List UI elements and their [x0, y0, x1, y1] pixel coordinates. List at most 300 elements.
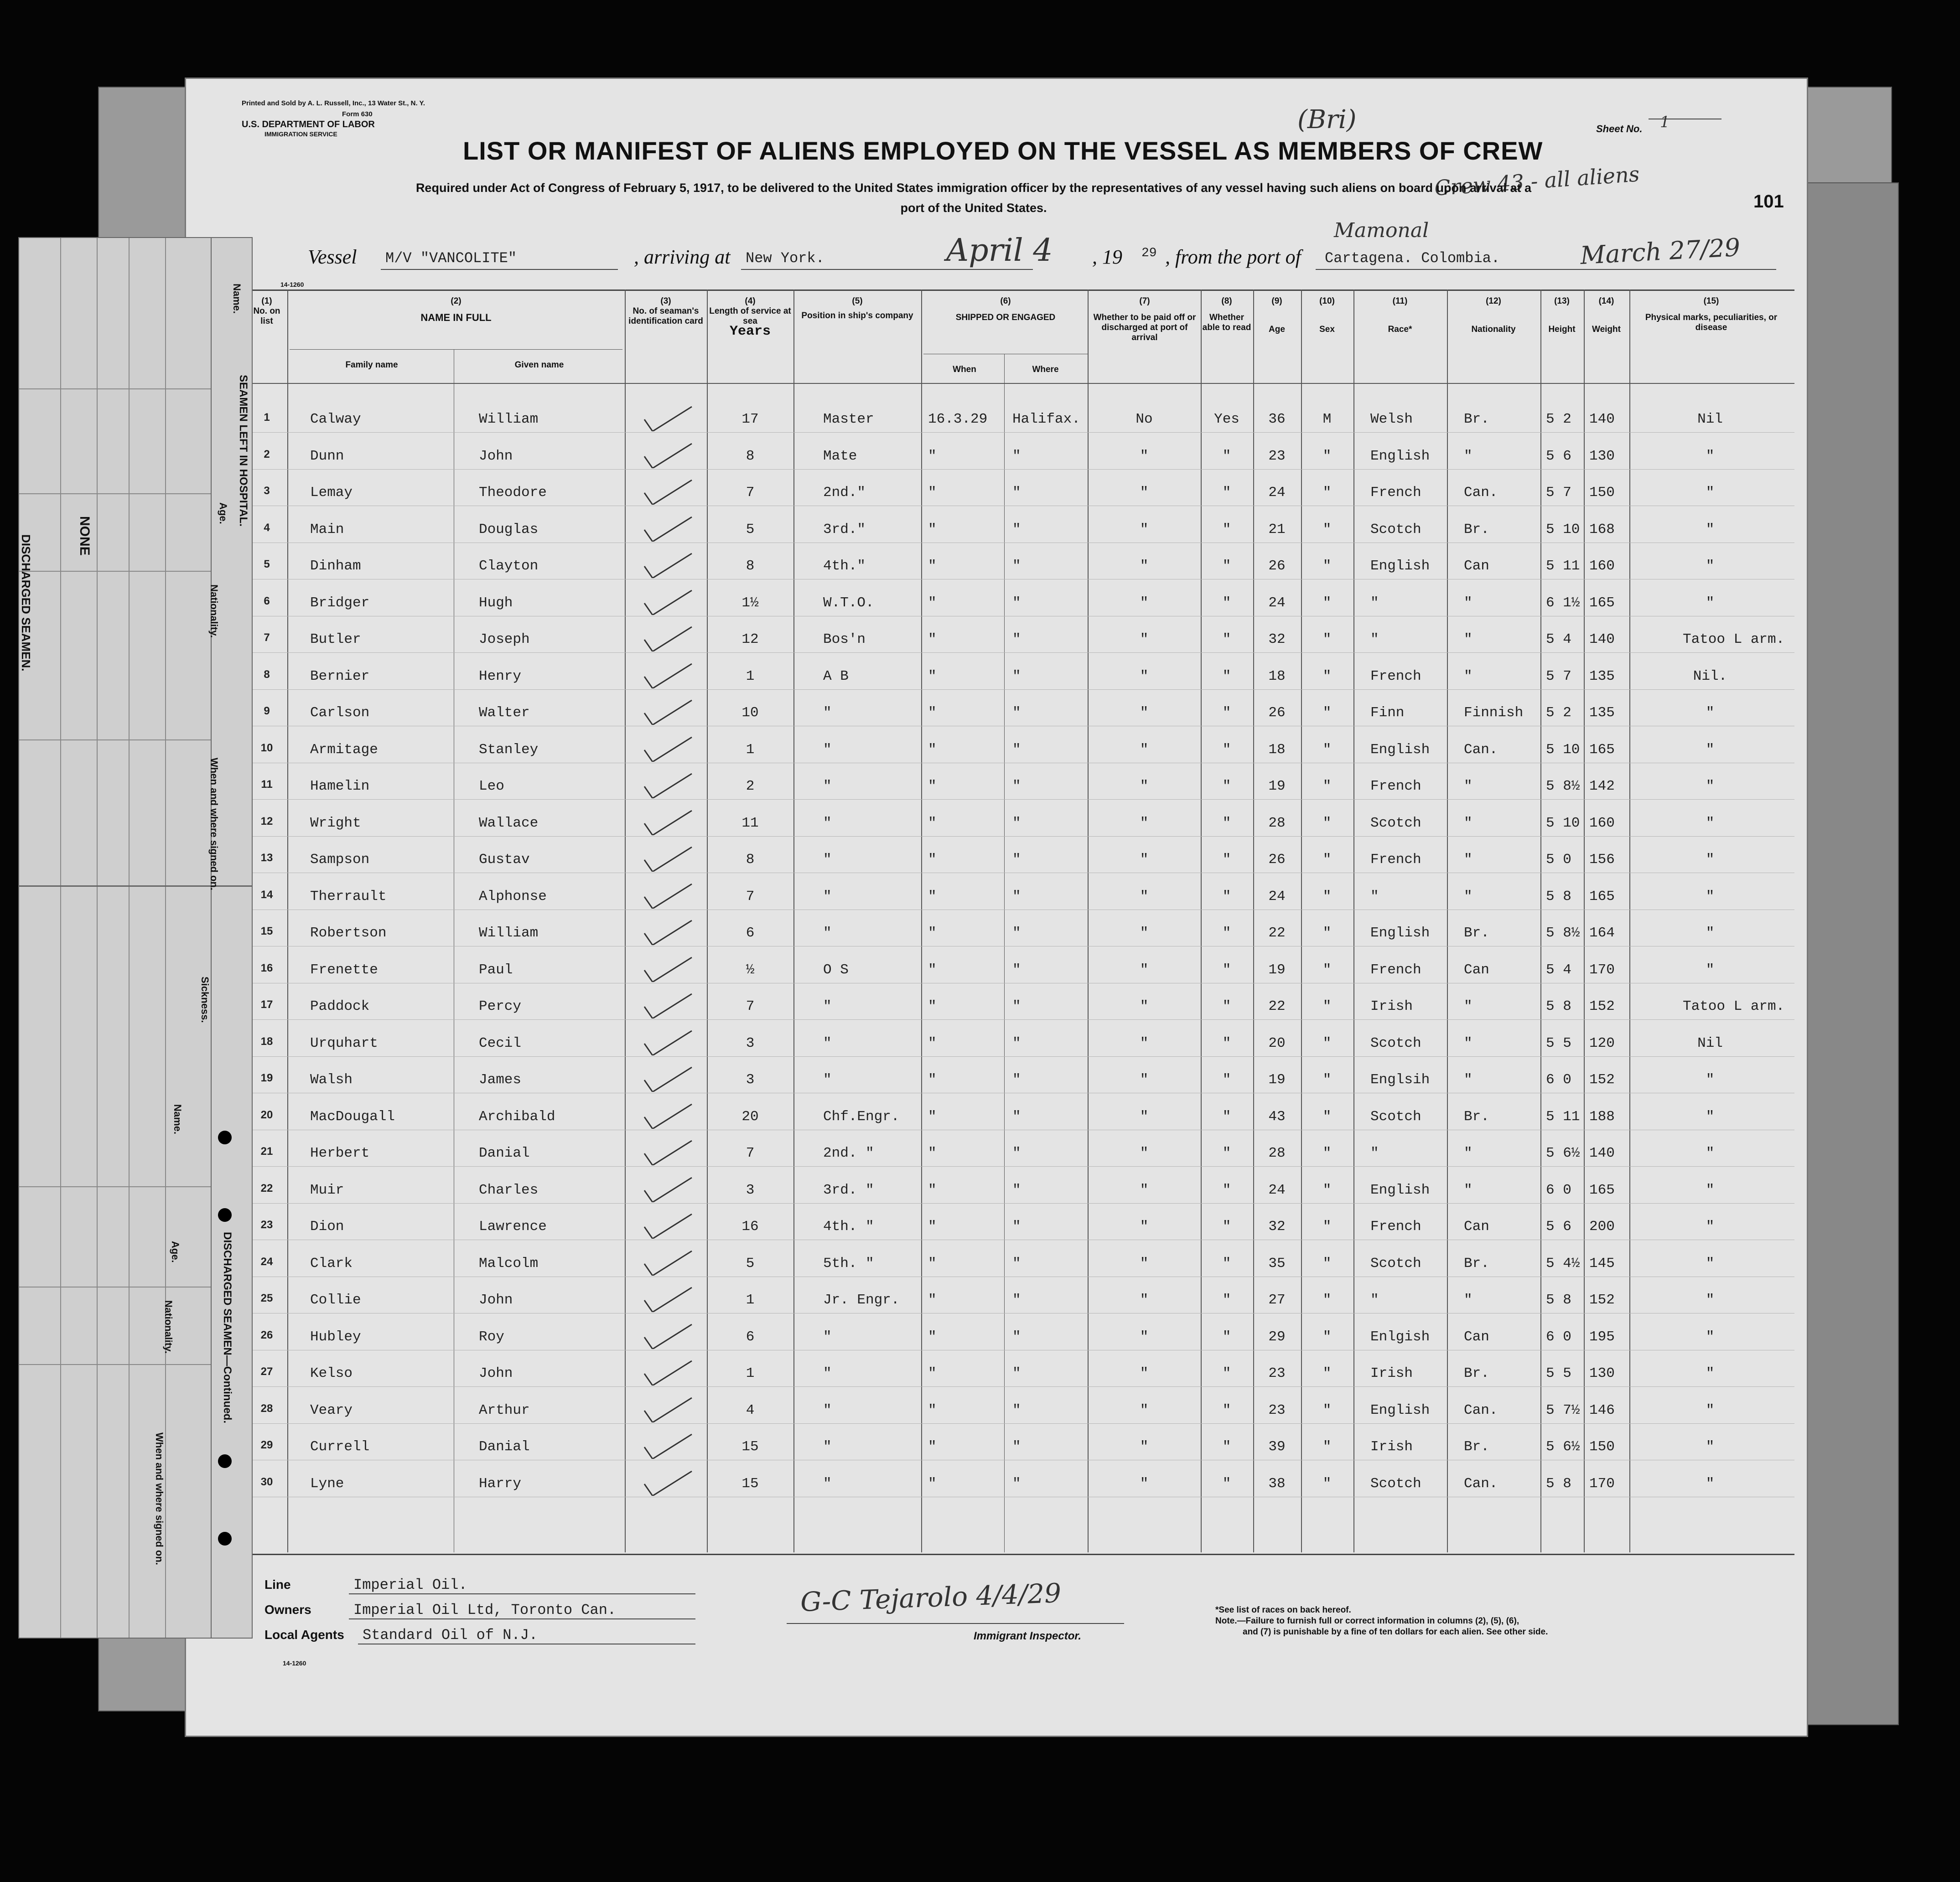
age: 27 [1268, 1292, 1286, 1308]
years-at-sea: 17 [741, 411, 759, 427]
position: " [823, 1035, 832, 1051]
paid-off: " [1140, 521, 1149, 538]
years-at-sea: ½ [746, 962, 755, 978]
shipped-when: 16.3.29 [928, 411, 988, 427]
weight: 165 [1589, 741, 1615, 758]
years-at-sea: 7 [746, 998, 755, 1014]
row-number: 16 [260, 962, 273, 974]
age: 23 [1268, 448, 1286, 464]
weight: 142 [1589, 778, 1615, 794]
able-to-read: " [1222, 1145, 1231, 1161]
col-13-header: (13) Height [1548, 296, 1576, 334]
col-12-header: (12) Nationality [1471, 296, 1516, 334]
position: A B [823, 668, 849, 684]
shipped-where: " [1012, 888, 1021, 905]
check-mark-icon [641, 844, 695, 872]
race: " [1370, 1292, 1379, 1308]
row-number: 2 [264, 448, 270, 460]
able-to-read: " [1222, 631, 1231, 647]
race: Scotch [1370, 1255, 1421, 1272]
sex: " [1322, 705, 1332, 721]
years-at-sea: 3 [746, 1182, 755, 1198]
family-name: Collie [310, 1292, 361, 1308]
sex: " [1322, 1329, 1332, 1345]
physical-marks: " [1706, 888, 1715, 905]
height: 5 11 [1546, 1108, 1580, 1125]
arriving-label: , arriving at [634, 246, 731, 268]
given-name: Lawrence [479, 1219, 547, 1235]
years-at-sea: 3 [746, 1072, 755, 1088]
shipped-where: " [1012, 631, 1021, 647]
sex: " [1322, 595, 1332, 611]
family-name: Dion [310, 1219, 344, 1235]
able-to-read: " [1222, 998, 1231, 1014]
position: W.T.O. [823, 595, 874, 611]
check-mark-icon [641, 1322, 695, 1349]
position: " [823, 925, 832, 941]
age: 21 [1268, 521, 1286, 538]
height: 5 10 [1546, 741, 1580, 758]
years-at-sea: 1 [746, 741, 755, 758]
family-name: Bridger [310, 595, 370, 611]
check-mark-icon [641, 955, 695, 982]
paid-off: " [1140, 1439, 1149, 1455]
height: 5 11 [1546, 558, 1580, 574]
physical-marks: " [1706, 1108, 1715, 1125]
check-mark-icon [641, 1175, 695, 1202]
height: 6 1½ [1546, 595, 1580, 611]
family-name: Wright [310, 815, 361, 831]
given-name: James [479, 1072, 522, 1088]
weight: 140 [1589, 1145, 1615, 1161]
discharged-cont-heading: DISCHARGED SEAMEN—Continued. [221, 1232, 233, 1423]
race: Finn [1370, 705, 1405, 721]
shipped-where: " [1012, 778, 1021, 794]
height: 5 6 [1546, 448, 1571, 464]
race: Welsh [1370, 411, 1413, 427]
height: 5 6½ [1546, 1145, 1580, 1161]
check-mark-icon [641, 1468, 695, 1496]
title-annotation: (Bri) [1297, 105, 1357, 134]
paid-off: " [1140, 485, 1149, 501]
row-number: 4 [264, 521, 270, 534]
check-mark-icon [641, 404, 695, 431]
nationality: " [1464, 852, 1473, 868]
weight: 146 [1589, 1402, 1615, 1418]
check-mark-icon [641, 734, 695, 762]
nationality: Can. [1464, 741, 1498, 758]
col-11-header: (11) Race* [1388, 296, 1412, 334]
years-at-sea: 7 [746, 1145, 755, 1161]
race: " [1370, 631, 1379, 647]
shipped-where: " [1012, 998, 1021, 1014]
nationality: Can. [1464, 1402, 1498, 1418]
years-at-sea: 6 [746, 925, 755, 941]
able-to-read: " [1222, 1108, 1231, 1125]
position: " [823, 998, 832, 1014]
none-stamp: NONE [77, 516, 92, 556]
physical-marks: " [1706, 1292, 1715, 1308]
age: 22 [1268, 998, 1286, 1014]
able-to-read: " [1222, 852, 1231, 868]
physical-marks: " [1706, 778, 1715, 794]
shipped-when: " [928, 485, 937, 501]
able-to-read: " [1222, 778, 1231, 794]
col-1-header: (1) No. on list [253, 296, 280, 326]
shipped-where: " [1012, 668, 1021, 684]
height: 5 8½ [1546, 925, 1580, 941]
height: 5 8 [1546, 888, 1571, 905]
row-number: 28 [260, 1402, 273, 1415]
nationality: " [1464, 1145, 1473, 1161]
able-to-read: " [1222, 1365, 1231, 1381]
shipped-where: " [1012, 962, 1021, 978]
physical-marks: " [1706, 558, 1715, 574]
race: English [1370, 558, 1430, 574]
age: 35 [1268, 1255, 1286, 1272]
sex: " [1322, 1475, 1332, 1492]
age: 23 [1268, 1402, 1286, 1418]
shipped-when: " [928, 1182, 937, 1198]
weight: 165 [1589, 595, 1615, 611]
paid-off: " [1140, 1182, 1149, 1198]
nationality: Br. [1464, 1108, 1489, 1125]
shipped-when: " [928, 595, 937, 611]
binder-hole [218, 1131, 232, 1144]
shipped-when: " [928, 1439, 937, 1455]
check-mark-icon [641, 1395, 695, 1422]
position: 2nd. " [823, 1145, 874, 1161]
position: 4th." [823, 558, 866, 574]
family-name: Main [310, 521, 344, 538]
row-rule [249, 836, 1794, 837]
nationality: " [1464, 1292, 1473, 1308]
age: 28 [1268, 815, 1286, 831]
row-number: 5 [264, 558, 270, 570]
given-name: William [479, 411, 539, 427]
weight: 170 [1589, 962, 1615, 978]
shipped-when: " [928, 1475, 937, 1492]
row-rule [249, 1019, 1794, 1020]
nationality: Can [1464, 1329, 1489, 1345]
age: 19 [1268, 1072, 1286, 1088]
shipped-where-header: Where [1032, 365, 1059, 374]
physical-marks: Nil [1697, 1035, 1723, 1051]
arrival-date: April 4 [946, 233, 1053, 269]
shipped-where: " [1012, 558, 1021, 574]
printer-line: Printed and Sold by A. L. Russell, Inc., 13 Water St., N. Y. [242, 99, 425, 107]
shipped-where: " [1012, 1145, 1021, 1161]
years-at-sea: 8 [746, 558, 755, 574]
family-name: Veary [310, 1402, 353, 1418]
years-at-sea: 5 [746, 1255, 755, 1272]
family-name: Muir [310, 1182, 344, 1198]
check-mark-icon [641, 1065, 695, 1092]
age: 19 [1268, 778, 1286, 794]
given-name: Danial [479, 1145, 530, 1161]
position: " [823, 741, 832, 758]
able-to-read: " [1222, 485, 1231, 501]
shipped-when: " [928, 888, 937, 905]
race: French [1370, 962, 1421, 978]
height: 5 4½ [1546, 1255, 1580, 1272]
paid-off: " [1140, 1145, 1149, 1161]
check-mark-icon [641, 551, 695, 578]
col-3-header: (3) No. of seaman's identification card [628, 296, 703, 326]
nationality: Can [1464, 1219, 1489, 1235]
family-name: Dunn [310, 448, 344, 464]
row-rule [249, 432, 1794, 433]
position: Chf.Engr. [823, 1108, 900, 1125]
given-name: Leo [479, 778, 504, 794]
race: French [1370, 485, 1421, 501]
nationality: Can [1464, 962, 1489, 978]
sex: M [1322, 411, 1332, 427]
position: " [823, 1072, 832, 1088]
shipped-where: " [1012, 1182, 1021, 1198]
shipped-where: " [1012, 705, 1021, 721]
shipped-where: " [1012, 1329, 1021, 1345]
col-6-header: (6) SHIPPED OR ENGAGED [955, 296, 1056, 322]
age: 24 [1268, 485, 1286, 501]
check-mark-icon [641, 991, 695, 1019]
row-rule [249, 1056, 1794, 1057]
years-at-sea: 2 [746, 778, 755, 794]
height: 5 8½ [1546, 778, 1580, 794]
sex: " [1322, 1292, 1332, 1308]
given-name: John [479, 1365, 513, 1381]
sex: " [1322, 1365, 1332, 1381]
family-name: Walsh [310, 1072, 353, 1088]
family-name: Butler [310, 631, 361, 647]
sex: " [1322, 998, 1332, 1014]
paid-off: " [1140, 705, 1149, 721]
row-rule [249, 1203, 1794, 1204]
age: 26 [1268, 558, 1286, 574]
sex: " [1322, 888, 1332, 905]
race: Irish [1370, 998, 1413, 1014]
row-number: 22 [260, 1182, 273, 1194]
age: 18 [1268, 668, 1286, 684]
discharged-heading: DISCHARGED SEAMEN. [19, 534, 33, 672]
physical-marks: " [1706, 1475, 1715, 1492]
sex: " [1322, 1255, 1332, 1272]
years-at-sea: 7 [746, 888, 755, 905]
given-name: Joseph [479, 631, 530, 647]
paid-off: " [1140, 631, 1149, 647]
physical-marks: " [1706, 815, 1715, 831]
physical-marks: Nil. [1693, 668, 1727, 684]
age: 32 [1268, 631, 1286, 647]
shipped-when: " [928, 1365, 937, 1381]
weight: 135 [1589, 668, 1615, 684]
paid-off: " [1140, 741, 1149, 758]
row-number: 7 [264, 631, 270, 644]
owners-value: Imperial Oil Ltd, Toronto Can. [353, 1602, 617, 1618]
crew-note: Crew 43 - all aliens [1433, 161, 1640, 201]
family-name: Therrault [310, 888, 387, 905]
paid-off: " [1140, 1365, 1149, 1381]
nationality: " [1464, 631, 1473, 647]
shipped-when: " [928, 1219, 937, 1235]
col-8-header: (8) Whether able to read [1202, 296, 1251, 332]
weight: 164 [1589, 925, 1615, 941]
family-name: Bernier [310, 668, 370, 684]
footer-notes: *See list of races on back hereof. Note.—Failure to furnish full or correct information in columns (2), (5), (6), and (7) is punishable by a fine of ten dollars for each alien. See other side. [1215, 1605, 1548, 1637]
shipped-when: " [928, 668, 937, 684]
position: " [823, 815, 832, 831]
paid-off: " [1140, 1255, 1149, 1272]
sex: " [1322, 1439, 1332, 1455]
able-to-read: " [1222, 448, 1231, 464]
paid-off: " [1140, 962, 1149, 978]
age: 20 [1268, 1035, 1286, 1051]
given-name: Alphonse [479, 888, 547, 905]
years-at-sea: 20 [741, 1108, 759, 1125]
slip-when-where-label: When and where signed on. [208, 758, 220, 890]
race: Scotch [1370, 815, 1421, 831]
binder-hole [218, 1454, 232, 1468]
sex: " [1322, 852, 1332, 868]
check-mark-icon [641, 881, 695, 909]
paid-off: " [1140, 925, 1149, 941]
position: Mate [823, 448, 857, 464]
physical-marks: " [1706, 1182, 1715, 1198]
given-name: Gustav [479, 852, 530, 868]
able-to-read: " [1222, 1182, 1231, 1198]
binder-hole [218, 1532, 232, 1546]
family-name: Hubley [310, 1329, 361, 1345]
able-to-read: " [1222, 521, 1231, 538]
able-to-read: " [1222, 888, 1231, 905]
age: 26 [1268, 705, 1286, 721]
nationality: " [1464, 668, 1473, 684]
race: " [1370, 1145, 1379, 1161]
sex: " [1322, 962, 1332, 978]
race: French [1370, 668, 1421, 684]
age: 23 [1268, 1365, 1286, 1381]
row-number: 17 [260, 998, 273, 1011]
weight: 152 [1589, 1292, 1615, 1308]
position: " [823, 1402, 832, 1418]
race: Englsih [1370, 1072, 1430, 1088]
weight: 168 [1589, 521, 1615, 538]
shipped-where: " [1012, 1439, 1021, 1455]
sex: " [1322, 1219, 1332, 1235]
race: English [1370, 1402, 1430, 1418]
sex: " [1322, 558, 1332, 574]
race: English [1370, 1182, 1430, 1198]
height: 5 2 [1546, 705, 1571, 721]
shipped-when: " [928, 1072, 937, 1088]
row-number: 30 [260, 1475, 273, 1488]
race: Scotch [1370, 1108, 1421, 1125]
shipped-when: " [928, 1035, 937, 1051]
nationality: Finnish [1464, 705, 1524, 721]
row-number: 13 [260, 852, 273, 864]
physical-marks: " [1706, 962, 1715, 978]
paid-off: No [1136, 411, 1153, 427]
row-number: 15 [260, 925, 273, 937]
height: 5 6½ [1546, 1439, 1580, 1455]
row-number: 1 [264, 411, 270, 424]
paid-off: " [1140, 558, 1149, 574]
nationality: Br. [1464, 1439, 1489, 1455]
row-number: 10 [260, 741, 273, 754]
sex: " [1322, 631, 1332, 647]
paid-off: " [1140, 1329, 1149, 1345]
years-at-sea: 1 [746, 1365, 755, 1381]
shipped-when: " [928, 1329, 937, 1345]
col-10-header: (10) Sex [1319, 296, 1335, 334]
check-mark-icon [641, 1138, 695, 1165]
row-rule [249, 1386, 1794, 1387]
age: 29 [1268, 1329, 1286, 1345]
position: " [823, 1475, 832, 1492]
check-mark-icon [641, 624, 695, 651]
row-rule [249, 652, 1794, 653]
check-mark-icon [641, 1285, 695, 1312]
years-at-sea: 15 [741, 1439, 759, 1455]
years-at-sea: 1 [746, 668, 755, 684]
family-name: Lyne [310, 1475, 344, 1492]
height: 6 0 [1546, 1072, 1571, 1088]
check-mark-icon [641, 1358, 695, 1386]
given-name: Roy [479, 1329, 504, 1345]
shipped-where: " [1012, 852, 1021, 868]
slip-nationality-label: Nationality. [208, 584, 220, 638]
shipped-when: " [928, 448, 937, 464]
departure-date: March 27/29 [1579, 233, 1741, 270]
position: 4th. " [823, 1219, 874, 1235]
weight: 130 [1589, 1365, 1615, 1381]
given-name: Harry [479, 1475, 522, 1492]
paid-off: " [1140, 1219, 1149, 1235]
family-name: MacDougall [310, 1108, 395, 1125]
physical-marks: " [1706, 1072, 1715, 1088]
able-to-read: " [1222, 741, 1231, 758]
age: 26 [1268, 852, 1286, 868]
discharged-seamen-slip [18, 237, 253, 1639]
race: French [1370, 778, 1421, 794]
shipped-when: " [928, 1292, 937, 1308]
able-to-read: " [1222, 1402, 1231, 1418]
nationality: " [1464, 998, 1473, 1014]
years-at-sea: 4 [746, 1402, 755, 1418]
years-at-sea: 11 [741, 815, 759, 831]
able-to-read: " [1222, 558, 1231, 574]
shipped-when: " [928, 925, 937, 941]
physical-marks: Tatoo L arm. [1683, 631, 1785, 647]
row-rule [249, 1166, 1794, 1167]
vessel-name: M/V "VANCOLITE" [385, 250, 517, 267]
shipped-where: " [1012, 1475, 1021, 1492]
slip-age-label-2: Age. [170, 1241, 181, 1263]
year-prefix: , 19 [1092, 246, 1122, 268]
col-7-header: (7) Whether to be paid off or discharged at port of arrival [1093, 296, 1196, 342]
shipped-where: " [1012, 448, 1021, 464]
paid-off: " [1140, 668, 1149, 684]
slip-name-label: Name. [231, 284, 243, 314]
slip-age-label: Age. [218, 502, 229, 524]
age: 28 [1268, 1145, 1286, 1161]
race: English [1370, 925, 1430, 941]
shipped-when: " [928, 778, 937, 794]
physical-marks: " [1706, 1365, 1715, 1381]
line-value: Imperial Oil. [353, 1577, 467, 1593]
family-name: Dinham [310, 558, 361, 574]
check-mark-icon [641, 918, 695, 945]
